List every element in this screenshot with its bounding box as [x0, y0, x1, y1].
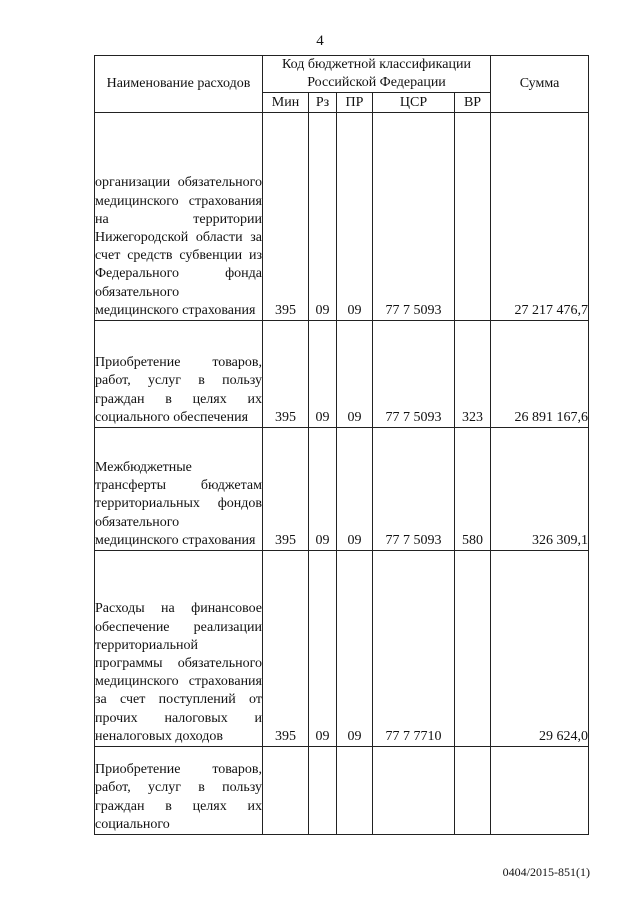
- row-pr: 09: [337, 113, 373, 321]
- header-row: [95, 56, 589, 93]
- table-row: [95, 551, 589, 747]
- header-name: Наименование расходов: [95, 56, 263, 113]
- row-rz: [309, 747, 337, 835]
- row-sum: 27 217 476,7: [491, 113, 589, 321]
- row-vr: [455, 551, 491, 747]
- row-csr: 77 7 5093: [373, 428, 455, 551]
- budget-table: [94, 55, 589, 835]
- header-sum: Сумма: [491, 56, 589, 113]
- row-pr: [337, 747, 373, 835]
- row-name: организации обязательного медицинского страхования на территории Нижегородской области за счет средств субвенции из Федерального фонда обязательного медицинского страхования: [95, 113, 263, 321]
- row-min: 395: [263, 321, 309, 428]
- row-vr: 323: [455, 321, 491, 428]
- header-csr: ЦСР: [373, 93, 455, 113]
- row-min: 395: [263, 551, 309, 747]
- row-pr: 09: [337, 551, 373, 747]
- row-csr: [373, 747, 455, 835]
- row-csr: 77 7 7710: [373, 551, 455, 747]
- row-csr: 77 7 5093: [373, 113, 455, 321]
- row-sum: [491, 747, 589, 835]
- table-row: [95, 113, 589, 321]
- row-sum: 326 309,1: [491, 428, 589, 551]
- row-name: Приобретение товаров, работ, услуг в пользу граждан в целях их социального обеспечения: [95, 321, 263, 428]
- row-min: [263, 747, 309, 835]
- row-name: Приобретение товаров, работ, услуг в пользу граждан в целях их социального: [95, 747, 263, 835]
- row-sum: 29 624,0: [491, 551, 589, 747]
- row-name: Расходы на финансовое обеспечение реализации территориальной программы обязательного медицинского страхования за счет поступлений от прочих налоговых и неналоговых доходов: [95, 551, 263, 747]
- row-rz: 09: [309, 321, 337, 428]
- row-min: 395: [263, 428, 309, 551]
- document-code: 0404/2015-851(1): [502, 865, 590, 879]
- header-pr: ПР: [337, 93, 373, 113]
- header-rz: Рз: [309, 93, 337, 113]
- row-min: 395: [263, 113, 309, 321]
- row-vr: 580: [455, 428, 491, 551]
- row-pr: 09: [337, 321, 373, 428]
- row-rz: 09: [309, 428, 337, 551]
- table-row: [95, 321, 589, 428]
- row-sum: 26 891 167,6: [491, 321, 589, 428]
- table-row: [95, 747, 589, 835]
- header-vr: ВР: [455, 93, 491, 113]
- row-csr: 77 7 5093: [373, 321, 455, 428]
- row-rz: 09: [309, 113, 337, 321]
- row-vr: [455, 747, 491, 835]
- row-rz: 09: [309, 551, 337, 747]
- header-min: Мин: [263, 93, 309, 113]
- table-row: [95, 428, 589, 551]
- header-code-group: Код бюджетной классификации Российской Федерации: [263, 56, 491, 93]
- row-name: Межбюджетные трансферты бюджетам территориальных фондов обязательного медицинского страхования: [95, 428, 263, 551]
- page-number: 4: [316, 33, 324, 49]
- row-pr: 09: [337, 428, 373, 551]
- row-vr: [455, 113, 491, 321]
